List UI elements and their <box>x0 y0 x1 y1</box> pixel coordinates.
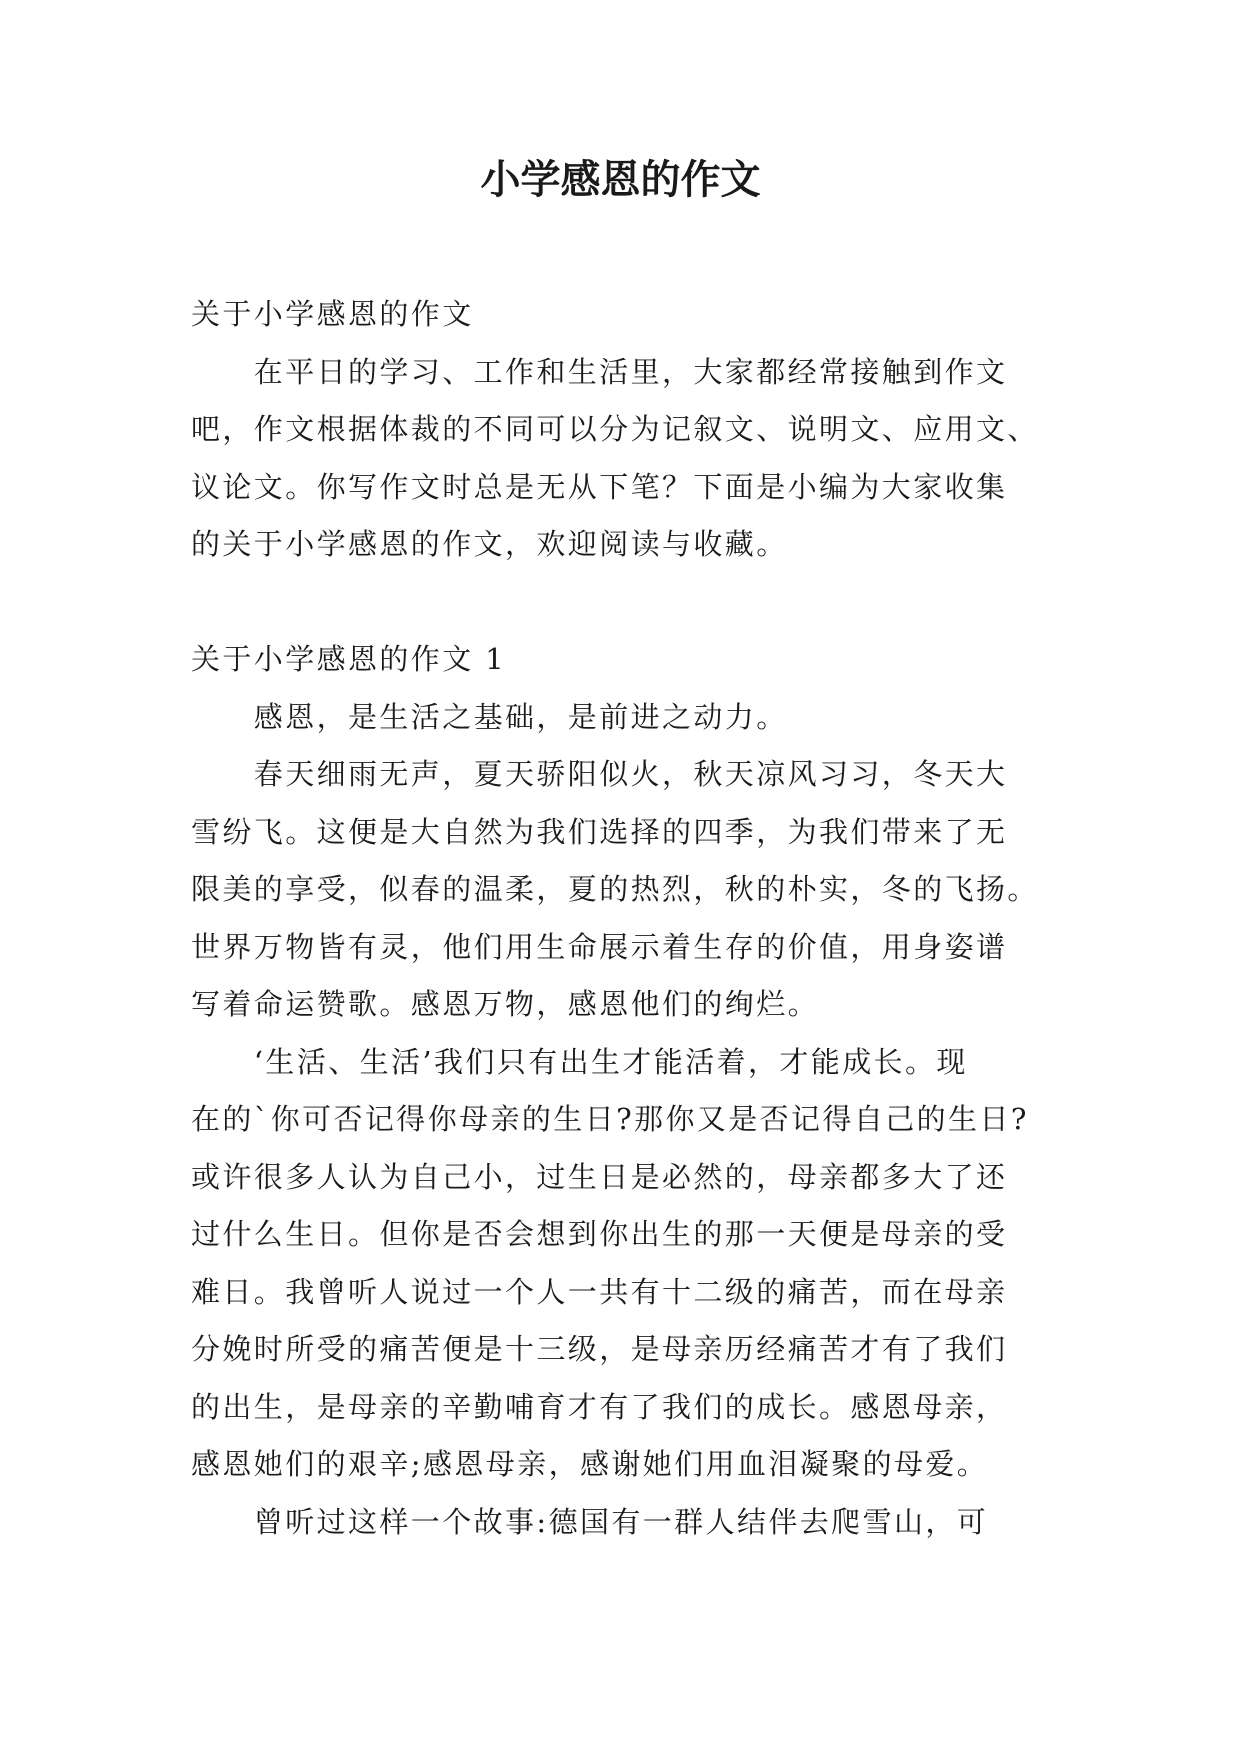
text-line: 限美的享受，似春的温柔，夏的热烈，秋的朴实，冬的飞扬。 <box>191 872 1039 906</box>
text-line: 关于小学感恩的作文 1 <box>191 642 507 676</box>
text-line: 的出生，是母亲的辛勤哺育才有了我们的成长。感恩母亲， <box>191 1389 1008 1424</box>
document-body <box>191 286 1071 1551</box>
text-line: 在的`你可否记得你母亲的生日?那你又是否记得自己的生日? <box>191 1102 1029 1136</box>
text-line: 吧，作文根据体裁的不同可以分为记叙文、说明文、应用文、 <box>191 412 1039 446</box>
text-line: 感恩她们的艰辛;感恩母亲，感谢她们用血泪凝聚的母爱。 <box>191 1447 989 1481</box>
text-line: 的关于小学感恩的作文，欢迎阅读与收藏。 <box>191 527 788 561</box>
paragraph-gap <box>191 574 1071 632</box>
text-line: 感恩，是生活之基础，是前进之动力。 <box>191 699 788 734</box>
text-line: 写着命运赞歌。感恩万物，感恩他们的绚烂。 <box>191 987 820 1021</box>
text-line: 议论文。你写作文时总是无从下笔？下面是小编为大家收集 <box>191 469 1008 504</box>
text-line: 世界万物皆有灵，他们用生命展示着生存的价值，用身姿谱 <box>191 929 1008 964</box>
text-line: 关于小学感恩的作文 <box>191 297 474 331</box>
text-line: 分娩时所受的痛苦便是十三级，是母亲历经痛苦才有了我们 <box>191 1332 1008 1366</box>
text-line: 或许很多人认为自己小，过生日是必然的，母亲都多大了还 <box>191 1159 1008 1194</box>
text-line: 在平日的学习、工作和生活里，大家都经常接触到作文 <box>191 354 1008 389</box>
document-title: 小学感恩的作文 <box>480 157 761 203</box>
text-line: 曾听过这样一个故事:德国有一群人结伴去爬雪山，可 <box>191 1504 989 1539</box>
text-line: 过什么生日。但你是否会想到你出生的那一天便是母亲的受 <box>191 1217 1008 1251</box>
text-line: ‘生活、生活’我们只有出生才能活着，才能成长。现 <box>191 1044 968 1079</box>
text-line: 雪纷飞。这便是大自然为我们选择的四季，为我们带来了无 <box>191 814 1008 849</box>
text-line: 春天细雨无声，夏天骄阳似火，秋天凉风习习，冬天大 <box>191 757 1008 791</box>
text-line: 难日。我曾听人说过一个人一共有十二级的痛苦，而在母亲 <box>191 1274 1008 1309</box>
